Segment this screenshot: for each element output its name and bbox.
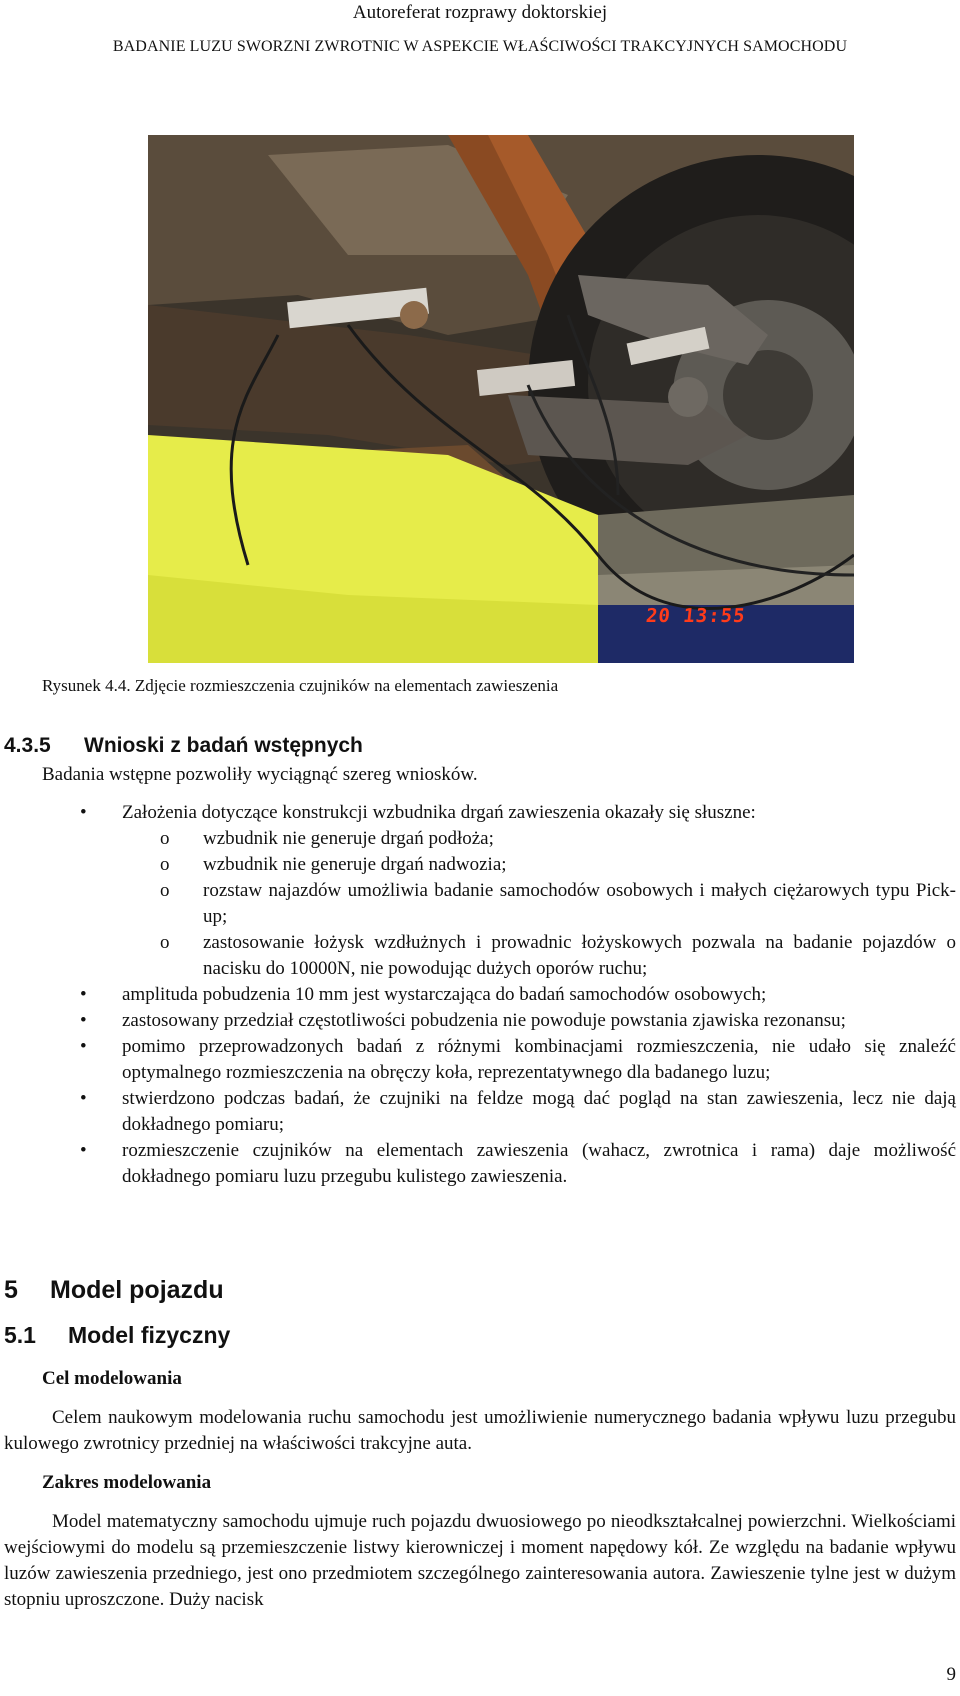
list-item-text: amplituda pobudzenia 10 mm jest wystarczająca do badań samochodów osobowych;	[122, 984, 767, 1005]
subheading-scope: Zakres modelowania	[42, 1472, 212, 1493]
section-heading-4-3-5	[4, 734, 363, 758]
bullet-icon: •	[80, 1036, 87, 1057]
bullet-icon: •	[80, 1010, 87, 1031]
bullet-icon: •	[80, 802, 87, 823]
chapter-title: Model pojazdu	[50, 1276, 224, 1304]
sub-list-item-text: rozstaw najazdów umożliwia badanie samochodów osobowych i małych ciężarowych typu Pick-up;	[203, 880, 956, 927]
bullet-icon: •	[80, 1140, 87, 1161]
bullet-icon: •	[80, 984, 87, 1005]
sub-list-item	[0, 930, 960, 982]
sub-list-item-text: wzbudnik nie generuje drgań nadwozia;	[203, 854, 507, 875]
page-header-title: Autoreferat rozprawy doktorskiej	[352, 2, 608, 23]
list-item	[0, 982, 960, 1008]
list-item	[0, 800, 960, 826]
sub-list-item-text: wzbudnik nie generuje drgań podłoża;	[203, 828, 494, 849]
page-number: 9	[946, 1664, 956, 1685]
section-intro: Badania wstępne pozwoliły wyciągnąć szereg wniosków.	[42, 764, 478, 785]
list-item	[0, 1086, 960, 1138]
bullet-icon: •	[80, 1088, 87, 1109]
list-item-text: pomimo przeprowadzonych badań z różnymi kombinacjami rozmieszczenia, nie udało się znaleźć optymalnego rozmieszczenia na obręczy koła, reprezentatywnego dla badanego luzu;	[122, 1036, 956, 1083]
list-item	[0, 1008, 960, 1034]
list-item-text: rozmieszczenie czujników na elementach zawieszenia (wahacz, zwrotnica i rama) daje możliwość dokładnego pomiaru luzu przegubu kulistego zawieszenia.	[122, 1140, 956, 1187]
subheading-goal: Cel modelowania	[42, 1368, 182, 1389]
section-number: 5.1	[4, 1322, 36, 1348]
list-item	[0, 1034, 960, 1086]
chapter-heading-5	[4, 1276, 224, 1305]
section-heading-5-1	[4, 1322, 230, 1349]
paragraph-scope: Model matematyczny samochodu ujmuje ruch pojazdu dwuosiowego po nieodkształcalnej powierzchni. Wielkościami wejściowymi do modelu są przemieszczenie listwy kierowniczej i moment napędowy kół. Ze względu na badanie wpływu luzów zawieszenia przedniego, jest ono przedmiotem szczególnego zainteresowania autora. Zawieszenie tylne jest w dużym stopniu uproszczone. Duży nacisk	[4, 1511, 956, 1610]
section-title: Wnioski z badań wstępnych	[84, 734, 363, 757]
sub-list-item	[0, 852, 960, 878]
photo-timestamp: 20 13:55	[645, 605, 748, 627]
sub-bullet-icon: o	[160, 880, 170, 901]
figure-caption: Rysunek 4.4. Zdjęcie rozmieszczenia czujników na elementach zawieszenia	[42, 676, 559, 695]
paragraph-goal: Celem naukowym modelowania ruchu samochodu jest umożliwienie numerycznego badania wpływu luzu przegubu kulowego zwrotnicy przedniej na właściwości trakcyjne auta.	[4, 1407, 956, 1454]
list-item-text: zastosowany przedział częstotliwości pobudzenia nie powoduje powstania zjawiska rezonansu;	[122, 1010, 846, 1031]
conclusions-list	[0, 800, 960, 1190]
sub-bullet-icon: o	[160, 932, 170, 953]
list-item	[0, 1138, 960, 1190]
sub-bullet-icon: o	[160, 854, 170, 875]
sub-list-item-text: zastosowanie łożysk wzdłużnych i prowadnic łożyskowych pozwala na badanie pojazdów o nacisku do 10000N, nie powodując dużych oporów ruchu;	[203, 932, 956, 979]
sub-list-item	[0, 826, 960, 852]
page-header-subtitle: BADANIE LUZU SWORZNI ZWROTNIC W ASPEKCIE WŁAŚCIWOŚCI TRAKCYJNYCH SAMOCHODU	[112, 38, 848, 55]
list-item-text: Założenia dotyczące konstrukcji wzbudnika drgań zawieszenia okazały się słuszne:	[122, 802, 756, 823]
sub-bullet-icon: o	[160, 828, 170, 849]
list-item-text: stwierdzono podczas badań, że czujniki na feldze mogą dać pogląd na stan zawieszenia, lecz nie dają dokładnego pomiaru;	[122, 1088, 956, 1135]
sub-list-item	[0, 878, 960, 930]
section-number: 4.3.5	[4, 734, 51, 757]
chapter-number: 5	[4, 1276, 18, 1304]
section-title: Model fizyczny	[68, 1322, 231, 1348]
suspension-photo	[148, 135, 854, 663]
